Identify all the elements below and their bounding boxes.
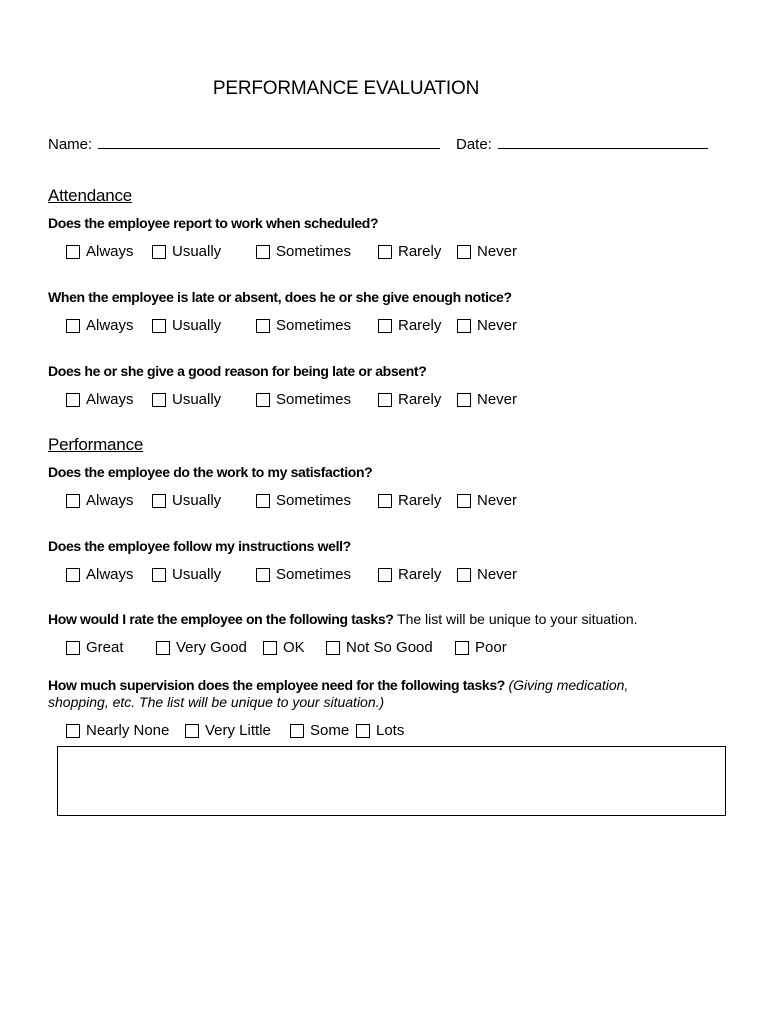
option-very-little[interactable]: Very Little	[185, 722, 271, 739]
checkbox[interactable]	[66, 319, 80, 333]
name-label: Name:	[48, 136, 93, 153]
option-rarely[interactable]: Rarely	[378, 317, 441, 334]
option-never[interactable]: Never	[457, 391, 517, 408]
option-sometimes[interactable]: Sometimes	[256, 317, 351, 334]
option-always[interactable]: Always	[66, 317, 134, 334]
option-rarely[interactable]: Rarely	[378, 243, 441, 260]
option-sometimes[interactable]: Sometimes	[256, 391, 351, 408]
checkbox[interactable]	[66, 568, 80, 582]
date-label: Date:	[456, 136, 492, 153]
question-note: (Giving medication,	[508, 677, 629, 693]
checkbox[interactable]	[378, 494, 392, 508]
option-rarely[interactable]: Rarely	[378, 566, 441, 583]
checkbox[interactable]	[256, 568, 270, 582]
checkbox[interactable]	[457, 319, 471, 333]
name-field[interactable]	[48, 134, 440, 153]
checkbox[interactable]	[378, 245, 392, 259]
checkbox[interactable]	[66, 393, 80, 407]
option-rarely[interactable]: Rarely	[378, 492, 441, 509]
option-ok[interactable]: OK	[263, 639, 305, 656]
option-never[interactable]: Never	[457, 566, 517, 583]
option-sometimes[interactable]: Sometimes	[256, 492, 351, 509]
option-nearly-none[interactable]: Nearly None	[66, 722, 169, 739]
checkbox[interactable]	[66, 724, 80, 738]
option-usually[interactable]: Usually	[152, 566, 221, 583]
checkbox[interactable]	[152, 245, 166, 259]
question-report-to-work: Does the employee report to work when scheduled?	[48, 215, 379, 231]
checkbox[interactable]	[378, 393, 392, 407]
option-usually[interactable]: Usually	[152, 243, 221, 260]
option-always[interactable]: Always	[66, 566, 134, 583]
option-never[interactable]: Never	[457, 243, 517, 260]
notes-textbox[interactable]	[57, 746, 726, 816]
checkbox[interactable]	[256, 245, 270, 259]
question-supervision: How much supervision does the employee need for the following tasks? (Giving medication,	[48, 677, 629, 693]
option-sometimes[interactable]: Sometimes	[256, 243, 351, 260]
option-very-good[interactable]: Very Good	[156, 639, 247, 656]
page-title: PERFORMANCE EVALUATION	[212, 78, 480, 99]
question-satisfaction: Does the employee do the work to my satisfaction?	[48, 464, 373, 480]
question-instructions: Does the employee follow my instructions well?	[48, 538, 351, 554]
option-usually[interactable]: Usually	[152, 391, 221, 408]
checkbox[interactable]	[457, 494, 471, 508]
option-not-so-good[interactable]: Not So Good	[326, 639, 433, 656]
checkbox[interactable]	[66, 245, 80, 259]
checkbox[interactable]	[457, 393, 471, 407]
option-some[interactable]: Some	[290, 722, 349, 739]
checkbox[interactable]	[457, 245, 471, 259]
checkbox[interactable]	[152, 319, 166, 333]
checkbox[interactable]	[326, 641, 340, 655]
option-poor[interactable]: Poor	[455, 639, 507, 656]
option-always[interactable]: Always	[66, 391, 134, 408]
option-lots[interactable]: Lots	[356, 722, 404, 739]
question-late-notice: When the employee is late or absent, does he or she give enough notice?	[48, 289, 512, 305]
checkbox[interactable]	[378, 319, 392, 333]
checkbox[interactable]	[152, 494, 166, 508]
date-field[interactable]	[456, 134, 708, 153]
question-note: The list will be unique to your situation.	[397, 611, 638, 627]
question-note-continued: shopping, etc. The list will be unique to your situation.)	[48, 694, 385, 710]
option-usually[interactable]: Usually	[152, 492, 221, 509]
checkbox[interactable]	[256, 494, 270, 508]
checkbox[interactable]	[152, 393, 166, 407]
checkbox[interactable]	[256, 319, 270, 333]
checkbox[interactable]	[66, 494, 80, 508]
option-rarely[interactable]: Rarely	[378, 391, 441, 408]
checkbox[interactable]	[457, 568, 471, 582]
checkbox[interactable]	[66, 641, 80, 655]
name-line[interactable]	[98, 134, 440, 149]
checkbox[interactable]	[356, 724, 370, 738]
question-good-reason: Does he or she give a good reason for being late or absent?	[48, 363, 427, 379]
checkbox[interactable]	[185, 724, 199, 738]
checkbox[interactable]	[378, 568, 392, 582]
checkbox[interactable]	[455, 641, 469, 655]
option-never[interactable]: Never	[457, 317, 517, 334]
option-sometimes[interactable]: Sometimes	[256, 566, 351, 583]
section-performance: Performance	[48, 435, 144, 454]
question-rate-tasks: How would I rate the employee on the following tasks? The list will be unique to your situation.	[48, 611, 638, 627]
checkbox[interactable]	[263, 641, 277, 655]
option-never[interactable]: Never	[457, 492, 517, 509]
checkbox[interactable]	[152, 568, 166, 582]
option-great[interactable]: Great	[66, 639, 124, 656]
option-always[interactable]: Always	[66, 243, 134, 260]
checkbox[interactable]	[290, 724, 304, 738]
option-usually[interactable]: Usually	[152, 317, 221, 334]
section-attendance: Attendance	[48, 186, 133, 205]
checkbox[interactable]	[256, 393, 270, 407]
option-always[interactable]: Always	[66, 492, 134, 509]
date-line[interactable]	[498, 134, 708, 149]
checkbox[interactable]	[156, 641, 170, 655]
